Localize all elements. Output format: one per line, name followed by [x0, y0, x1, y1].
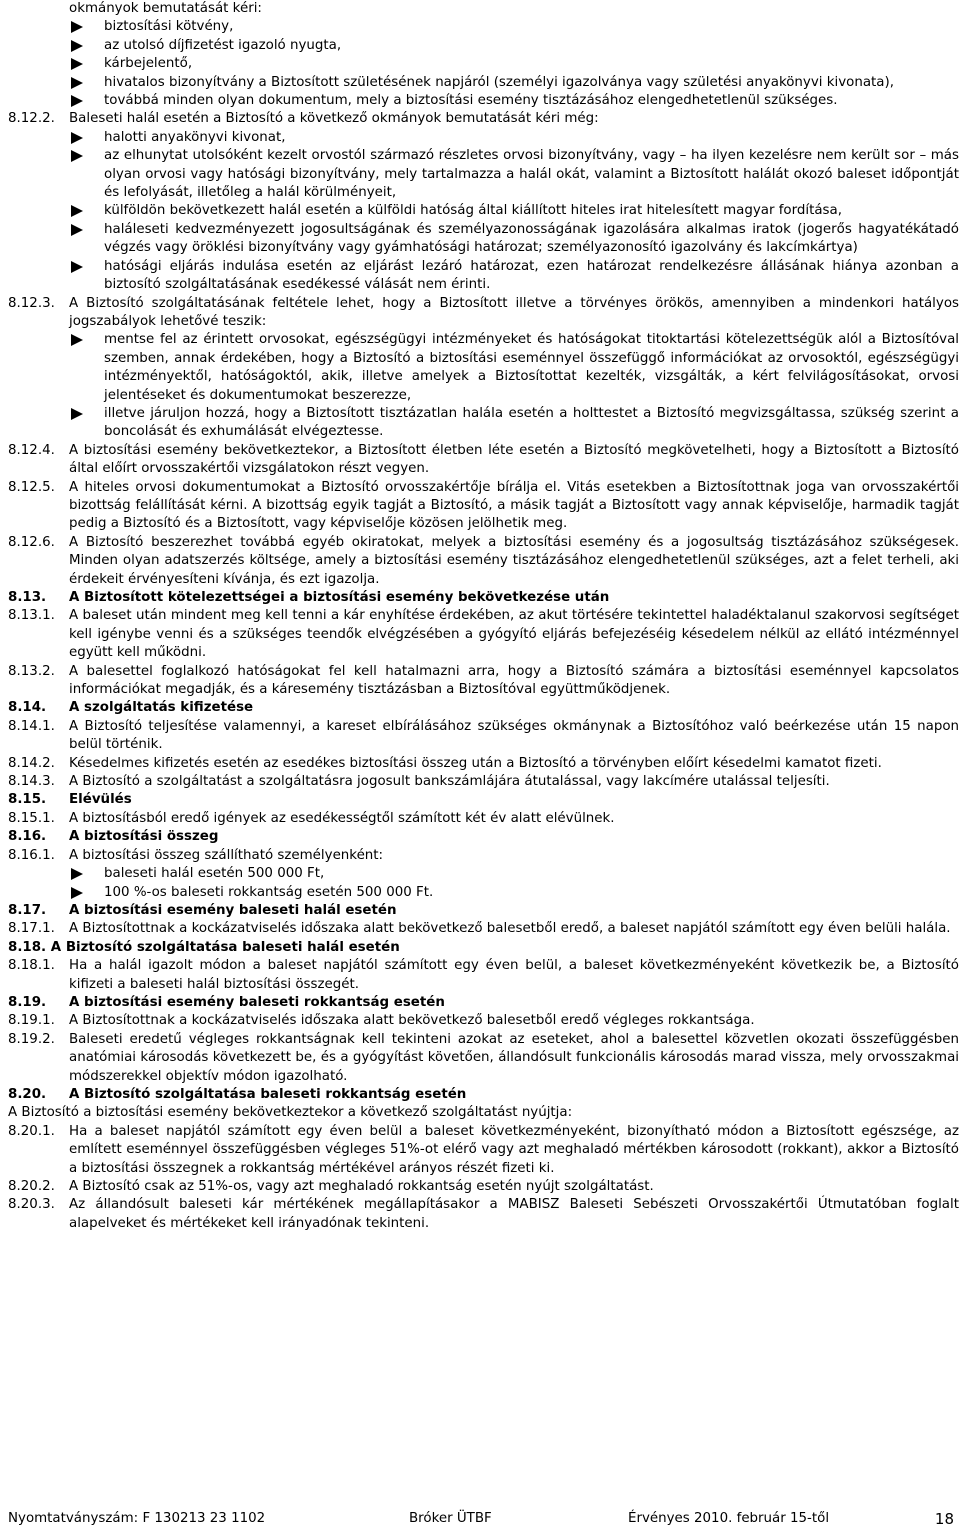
- section-number: 8.14.1.: [8, 718, 55, 734]
- heading-number: 8.14.: [8, 700, 47, 716]
- arrow-bullet-icon: [69, 331, 104, 349]
- heading-text: A Biztosító szolgáltatása baleseti rokkantság esetén: [69, 1086, 467, 1102]
- arrow-bullet-icon: [69, 221, 104, 239]
- list-item: az elhunytat utolsóként kezelt orvostól származó részletes orvosi bizonyítvány, vagy – ha ilyen kezelésre nem került sor – más olyan orvosi vagy hatósági bizonyítvány, mely tartalmazza a halál okát, valamint a Biztosított halálát okozó baleset időpontját és lefolyását, illetőleg a halál körülményeit,: [8, 147, 959, 202]
- heading-8-15: [8, 791, 959, 809]
- section-number: 8.20.1.: [8, 1123, 55, 1139]
- section-number: 8.20.2.: [8, 1179, 55, 1194]
- page-number: 18: [934, 1510, 954, 1528]
- arrow-bullet-icon: [69, 74, 104, 92]
- heading-text: A biztosítási összeg: [69, 829, 219, 845]
- list-item: továbbá minden olyan dokumentum, mely a biztosítási esemény tisztázásához elengedhetetlenül szükséges.: [8, 92, 959, 110]
- section-number: 8.13.2.: [8, 663, 55, 679]
- list-item: 100 %-os baleseti rokkantság esetén 500 000 Ft.: [8, 884, 959, 902]
- heading-number: 8.15.: [8, 792, 47, 808]
- section-text: A balesettel foglalkozó hatóságokat fel kell hatalmazni arra, hogy a Biztosító számára a biztosítási eseménnyel kapcsolatos információkat megadják, és a káresemény tisztázásban a Biztosítóval együttműködjenek.: [69, 663, 959, 698]
- validity-date: Érvényes 2010. február 15-től: [628, 1511, 830, 1526]
- section-number: 8.12.2.: [8, 111, 55, 127]
- arrow-bullet-icon: [69, 147, 104, 165]
- list-item: illetve járuljon hozzá, hogy a Biztosított tisztázatlan halála esetén a holttestet a Biztosító megvizsgáltassa, szükség szerint a boncolását és exhumálását elvégeztesse.: [8, 405, 959, 442]
- section-text: Ha a halál igazolt módon a baleset napjától számított egy éven belül, a baleset következményeként következik be, a Biztosító kifizeti a baleseti halál biztosítási összegét.: [69, 958, 959, 992]
- section-8-14-2: [8, 755, 959, 773]
- section-8-12-2: [8, 110, 959, 128]
- arrow-bullet-icon: [69, 884, 104, 902]
- heading-number: 8.20.: [8, 1086, 47, 1102]
- section-8-14-1: [8, 718, 959, 755]
- heading-8-18: 8.18. A Biztosító szolgáltatása baleseti halál esetén: [8, 939, 400, 955]
- heading-text: A Biztosított kötelezettségei a biztosítási esemény bekövetkezése után: [69, 590, 610, 605]
- section-8-19-2: [8, 1031, 959, 1086]
- section-text: Ha a baleset napjától számított egy éven belül a baleset következményeként, bizonyítható módon a Biztosított egészsége, az említett eseménnyel összefüggésben végleges 51%-ot elérő vagy azt meghaladó mértékben károsodott (rokkant), akkor a Biztosító a biztosítási összegnek a rokkantság mértékével arányos részét fizeti ki.: [69, 1123, 959, 1176]
- arrow-bullet-icon: [69, 865, 104, 883]
- section-number: 8.12.5.: [8, 479, 55, 495]
- section-number: 8.19.1.: [8, 1013, 55, 1029]
- heading-8-13: [8, 589, 959, 607]
- section-8-15-1: [8, 810, 959, 828]
- section-8-12-3: [8, 295, 959, 332]
- heading-text: A biztosítási esemény baleseti halál esetén: [69, 902, 397, 918]
- section-text: A baleset után mindent meg kell tenni a kár enyhítése érdekében, az akut törtésére tekintettel haladéktalanul szakorvosi segítséget kell igénybe venni és a szükséges teendők elvégzésében a gyógyító eljárás befejezéséig késedelem nélkül az ellátó intézménnyel együtt kell működni.: [69, 608, 959, 661]
- heading-number: 8.16.: [8, 829, 47, 845]
- arrow-bullet-icon: [69, 55, 104, 73]
- section-text: A Biztosítottnak a kockázatviselés időszaka alatt bekövetkező balesetből eredő, a baleset napjától számított egy éven belüli halála.: [69, 921, 951, 937]
- section-text: A biztosításból eredő igények az esedékességtől számított két év alatt elévülnek.: [69, 810, 615, 826]
- section-text: A biztosítási esemény bekövetkeztekor, a Biztosított életben léte esetén a Biztosító megkövetelheti, hogy a Biztosított a Biztosító által előírt orvosszakértői vizsgálatokon részt vegyen.: [69, 442, 959, 477]
- section-number: 8.18.1.: [8, 958, 55, 974]
- section-8-12-5: [8, 479, 959, 534]
- section-number: 8.12.4.: [8, 442, 55, 458]
- heading-8-17: [8, 902, 959, 920]
- section-8-12-4: [8, 442, 959, 479]
- arrow-bullet-icon: [69, 37, 104, 55]
- arrow-bullet-icon: [69, 18, 104, 36]
- heading-8-14: [8, 699, 959, 717]
- section-text: A Biztosítottnak a kockázatviselés időszaka alatt bekövetkező balesetből eredő végleges rokkantsága.: [69, 1013, 755, 1029]
- list-item: külföldön bekövetkezett halál esetén a külföldi hatóság által kiállított hiteles irat hitelesített magyar fordítása,: [8, 202, 959, 220]
- section-text: Baleseti halál esetén a Biztosító a következő okmányok bemutatását kéri még:: [69, 111, 599, 127]
- section-number: 8.14.2.: [8, 755, 55, 771]
- section-8-12-6: [8, 534, 959, 589]
- list-item: kárbejelentő,: [8, 55, 959, 73]
- section-text: A hiteles orvosi dokumentumokat a Biztosító orvosszakértője bírálja el. Vitás esetekben a Biztosítottnak joga van orvosszakértői bizottság felállítását kérni. A bizottság egyik tagját a Biztosító, a másik tagját a Biztosított vagy annak képviselője, harmadik tagját pedig a Biztosító és a Biztosított, vagy képviselője közösen jelölhetik meg.: [69, 479, 959, 532]
- document-body: [8, 0, 959, 1233]
- arrow-bullet-icon: [69, 405, 104, 423]
- list-item: biztosítási kötvény,: [8, 18, 959, 36]
- form-number: Nyomtatványszám: F 130213 23 1102: [8, 1511, 266, 1526]
- list-item: haláleseti kedvezményezett jogosultságának és személyazonosságának igazolására alkalmas iratok (jogerős hagyatékátadó végzés vagy öröklési bizonyítvány vagy gyámhatósági határozat; személyazonosító igazolvány és lakcímkártya): [8, 221, 959, 258]
- heading-number: 8.13.: [8, 590, 47, 605]
- section-text: A Biztosító beszerezhet továbbá egyéb okiratokat, melyek a biztosítási esemény és a jogosultság tisztázásához szükségesek. Minden olyan adatszerzés költsége, amely a biztosítási esemény tisztázásához elengedhetetlenül szükséges, azt a felet terheli, aki érdekeit érvényesíteni kívánja, és ezt igazolja.: [69, 534, 959, 587]
- list-item: hatósági eljárás indulása esetén az eljárást lezáró határozat, ezen határozat rendelkezésre állásának hiánya azonban a biztosító szolgáltatásának esedékessé válását nem érinti.: [8, 258, 959, 295]
- section-text: A Biztosító teljesítése valamennyi, a kareset elbírálásához szükséges okmánynak a Biztosítóhoz való beérkezése után 15 napon belül történik.: [69, 718, 959, 753]
- section-text: A Biztosító szolgáltatásának feltétele lehet, hogy a Biztosított illetve a törvényes örökös, amennyiben a mindenkori hatályos jogszabályok lehetővé teszik:: [69, 295, 959, 329]
- list-item: az utolsó díjfizetést igazoló nyugta,: [8, 37, 959, 55]
- arrow-bullet-icon: [69, 258, 104, 276]
- arrow-bullet-icon: [69, 92, 104, 110]
- section-text: A Biztosító a szolgáltatást a szolgáltatásra jogosult bankszámlájára átutalással, vagy lakcímére utalással teljesíti.: [69, 774, 830, 790]
- heading-text: A biztosítási esemény baleseti rokkantság esetén: [69, 994, 445, 1010]
- arrow-bullet-icon: [69, 129, 104, 147]
- heading-number: 8.19.: [8, 994, 47, 1010]
- list-item: baleseti halál esetén 500 000 Ft,: [8, 865, 959, 883]
- section-8-20-1: [8, 1123, 959, 1178]
- intro-line: okmányok bemutatását kéri:: [69, 1, 262, 16]
- section-text: A Biztosító csak az 51%-os, vagy azt meghaladó rokkantság esetén nyújt szolgáltatást.: [69, 1179, 654, 1194]
- section-number: 8.20.3.: [8, 1197, 55, 1213]
- heading-8-20: [8, 1086, 959, 1104]
- section-number: 8.12.6.: [8, 534, 55, 550]
- section-number: 8.13.1.: [8, 608, 55, 624]
- section-number: 8.15.1.: [8, 810, 55, 826]
- section-8-20-3: [8, 1196, 959, 1233]
- list-item: hivatalos bizonyítvány a Biztosított születésének napjáról (személyi igazolványa vagy születési anyakönyvi kivonata),: [8, 74, 959, 92]
- section-text: Baleseti eredetű végleges rokkantságnak kell tekinteni azokat az eseteket, ahol a balesettel közvetlen okozati összefüggésben anatómiai károsodás következett be, és a gyógyítást követően, állandósult funkcionális károsodás marad vissza, mely orvosszakmai módszerekkel objektív módon igazolható.: [69, 1031, 959, 1084]
- heading-8-16: [8, 828, 959, 846]
- section-8-17-1: [8, 920, 959, 938]
- section-8-20-2: [8, 1178, 959, 1196]
- section-number: 8.16.1.: [8, 847, 55, 863]
- section-8-18-1: [8, 957, 959, 994]
- section-8-14-3: [8, 773, 959, 791]
- section-number: 8.14.3.: [8, 774, 55, 790]
- section-8-16-1: [8, 847, 959, 865]
- heading-text: A szolgáltatás kifizetése: [69, 700, 254, 716]
- section-8-19-1: [8, 1012, 959, 1030]
- list-item: halotti anyakönyvi kivonat,: [8, 129, 959, 147]
- section-text: Késedelmes kifizetés esetén az esedékes biztosítási összeg után a Biztosító a törvényben előírt késedelmi kamatot fizeti.: [69, 755, 882, 771]
- heading-text: Elévülés: [69, 792, 132, 808]
- page-footer: [8, 1510, 954, 1532]
- section-number: 8.12.3.: [8, 295, 55, 311]
- section-text: Az állandósult baleseti kár mértékének megállapításakor a MABISZ Baleseti Sebészeti Orvosszakértői Útmutatóban foglalt alapelveket és mértékeket kell irányadónak tekinteni.: [69, 1197, 959, 1231]
- company-name: Bróker ÜTBF: [409, 1511, 492, 1526]
- heading-number: 8.17.: [8, 902, 47, 918]
- section-8-13-1: [8, 607, 959, 662]
- arrow-bullet-icon: [69, 202, 104, 220]
- section-number: 8.19.2.: [8, 1031, 55, 1047]
- heading-8-19: [8, 994, 959, 1012]
- paragraph-8-20: A Biztosító a biztosítási esemény bekövetkeztekor a következő szolgáltatást nyújtja:: [8, 1105, 573, 1121]
- section-8-13-2: [8, 663, 959, 700]
- list-item: mentse fel az érintett orvosokat, egészségügyi intézményeket és hatóságokat titoktartási kötelezettségük alól a Biztosítóval szemben, annak érdekében, hogy a Biztosító a biztosítási eseménnyel összefüggő információkat az orvosoktól, egészségügyi intézményektől, hatóságoktól, akik, illetve amelyek a Biztosítottat kezelték, vizsgálták, a kért felvilágosításokat, orvosi jelentéseket és dokumentumokat beszerezze,: [8, 331, 959, 405]
- section-number: 8.17.1.: [8, 921, 55, 937]
- section-text: A biztosítási összeg szállítható személyenként:: [69, 847, 384, 863]
